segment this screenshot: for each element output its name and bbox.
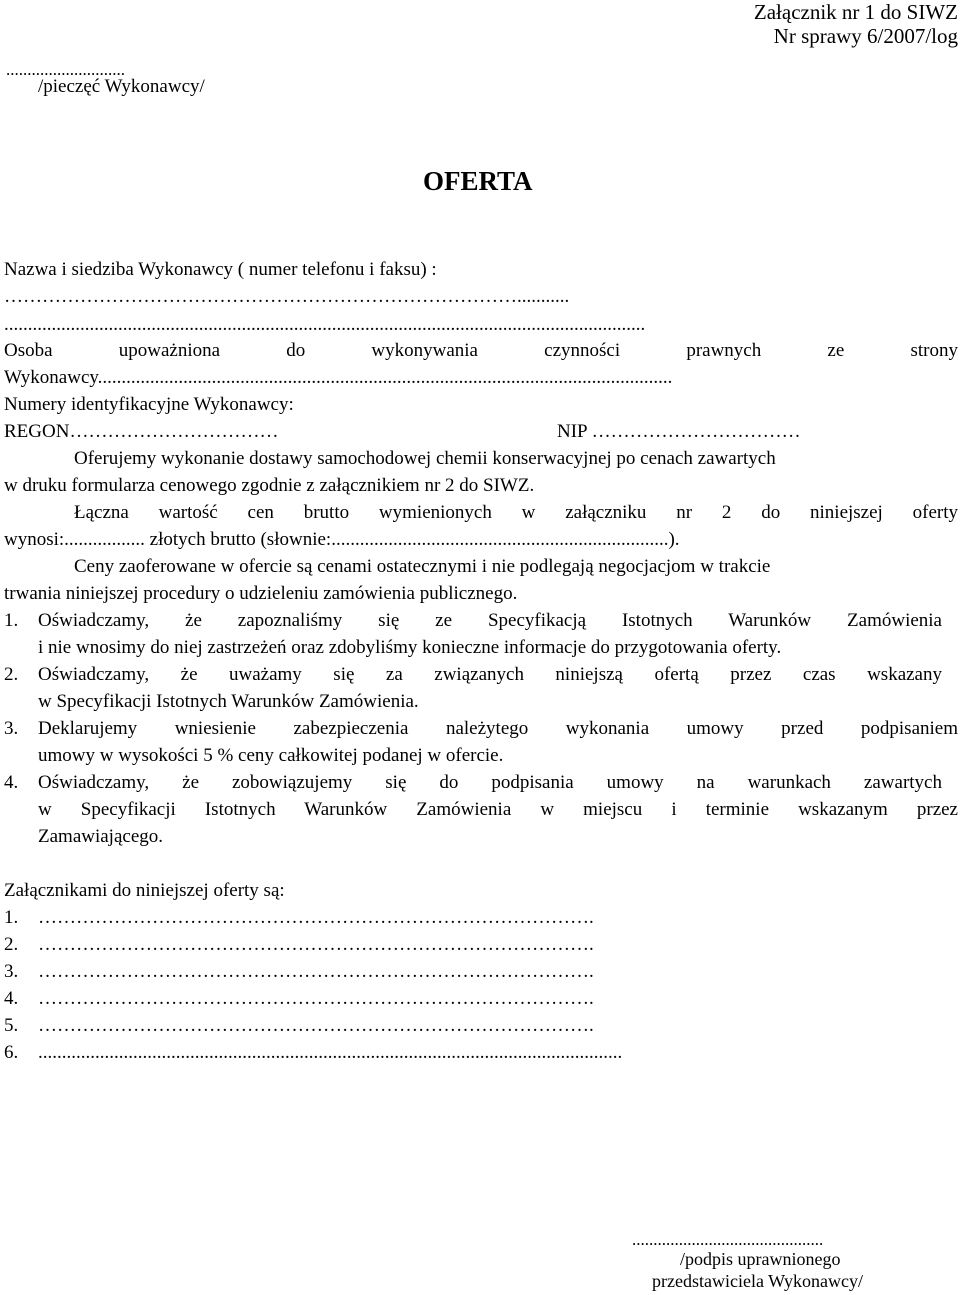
attachment-line: ...........................................................................................................................: [38, 1042, 623, 1063]
offer-paragraph-3-line-1: Ceny zaoferowane w ofercie są cenami ostatecznymi i nie podlegają negocjacjom w trakcie: [74, 556, 771, 577]
authorized-word: wykonywania: [371, 340, 478, 361]
attachment-number: 5.: [4, 1015, 19, 1036]
declaration-number: 2.: [4, 664, 19, 685]
authorized-word: upoważniona: [118, 340, 221, 361]
attachment-line: …………………………………………………………………………….: [38, 907, 594, 928]
offer-paragraph-2-line-2: wynosi:................. złotych brutto (słownie:.......................................................................).: [4, 529, 680, 550]
declaration-1-line-1: Oświadczamy, że zapoznaliśmy się ze Specyfikacją Istotnych Warunków Zamówienia: [38, 610, 942, 631]
attachment-number: 6.: [4, 1042, 19, 1063]
authorized-person-line-1: [4, 337, 958, 364]
stamp-dots: ............................: [6, 60, 125, 79]
contractor-name-line-1: ………………………………………………………………………...........: [4, 286, 570, 307]
attachment-number: 1.: [4, 907, 19, 928]
declaration-4-line-1: Oświadczamy, że zobowiązujemy się do podpisania umowy na warunkach zawartych: [38, 772, 942, 793]
nip-field: NIP ……………………………: [557, 421, 801, 442]
attachment-number: 4.: [4, 988, 19, 1009]
authorized-word: do: [286, 340, 306, 361]
signature-label-line-1: /podpis uprawnionego: [680, 1249, 841, 1269]
attachment-line: …………………………………………………………………………….: [38, 961, 594, 982]
contractor-name-label: Nazwa i siedziba Wykonawcy ( numer telefonu i faksu) :: [4, 259, 437, 280]
declaration-2-line-1: Oświadczamy, że uważamy się za związanych niniejszą ofertą przez czas wskazany: [38, 664, 942, 685]
declaration-number: 3.: [4, 718, 19, 739]
authorized-person-line-2: Wykonawcy.........................................................................................................................: [4, 367, 673, 388]
attachment-number: 2.: [4, 934, 19, 955]
signature-label-line-2: przedstawiciela Wykonawcy/: [652, 1271, 863, 1291]
attachment-line: …………………………………………………………………………….: [38, 1015, 594, 1036]
attachment-number: 3.: [4, 961, 19, 982]
declaration-3-line-2: umowy w wysokości 5 % ceny całkowitej podanej w ofercie.: [38, 745, 504, 766]
authorized-word: Osoba: [4, 340, 53, 361]
declaration-1-line-2: i nie wnosimy do niej zastrzeżeń oraz zdobyliśmy konieczne informacje do przygotowania oferty.: [38, 637, 782, 658]
attachment-line: …………………………………………………………………………….: [38, 934, 594, 955]
authorized-word: strony: [910, 340, 958, 361]
signature-dots: .............................................: [632, 1230, 824, 1249]
declaration-number: 4.: [4, 772, 19, 793]
declaration-number: 1.: [4, 610, 19, 631]
declaration-4-line-2: w Specyfikacji Istotnych Warunków Zamówienia w miejscu i terminie wskazanym przez: [38, 799, 958, 820]
contractor-name-line-2: .......................................................................................................................................: [4, 314, 646, 335]
offer-paragraph-1-line-2: w druku formularza cenowego zgodnie z załącznikiem nr 2 do SIWZ.: [4, 475, 535, 496]
case-number: Nr sprawy 6/2007/log: [773, 24, 958, 48]
authorized-word: czynności: [544, 340, 621, 361]
offer-paragraph-3-line-2: trwania niniejszej procedury o udzieleniu zamówienia publicznego.: [4, 583, 518, 604]
stamp-label: /pieczęć Wykonawcy/: [38, 76, 205, 97]
regon-field: REGON……………………………: [4, 421, 279, 442]
offer-paragraph-2-line-1: Łączna wartość cen brutto wymienionych w załączniku nr 2 do niniejszej oferty: [74, 502, 958, 523]
annex-label: Załącznik nr 1 do SIWZ: [753, 0, 958, 24]
page-title: OFERTA: [423, 166, 533, 196]
declaration-3-line-1: Deklarujemy wniesienie zabezpieczenia należytego wykonania umowy przed podpisaniem: [38, 718, 958, 739]
declaration-2-line-2: w Specyfikacji Istotnych Warunków Zamówienia.: [38, 691, 419, 712]
authorized-word: ze: [827, 340, 845, 361]
ids-label: Numery identyfikacyjne Wykonawcy:: [4, 394, 294, 415]
offer-paragraph-1-line-1: Oferujemy wykonanie dostawy samochodowej chemii konserwacyjnej po cenach zawartych: [74, 448, 776, 469]
attachments-label: Załącznikami do niniejszej oferty są:: [4, 880, 285, 901]
attachment-line: …………………………………………………………………………….: [38, 988, 594, 1009]
authorized-word: prawnych: [686, 340, 762, 361]
declaration-4-line-3: Zamawiającego.: [38, 826, 164, 847]
